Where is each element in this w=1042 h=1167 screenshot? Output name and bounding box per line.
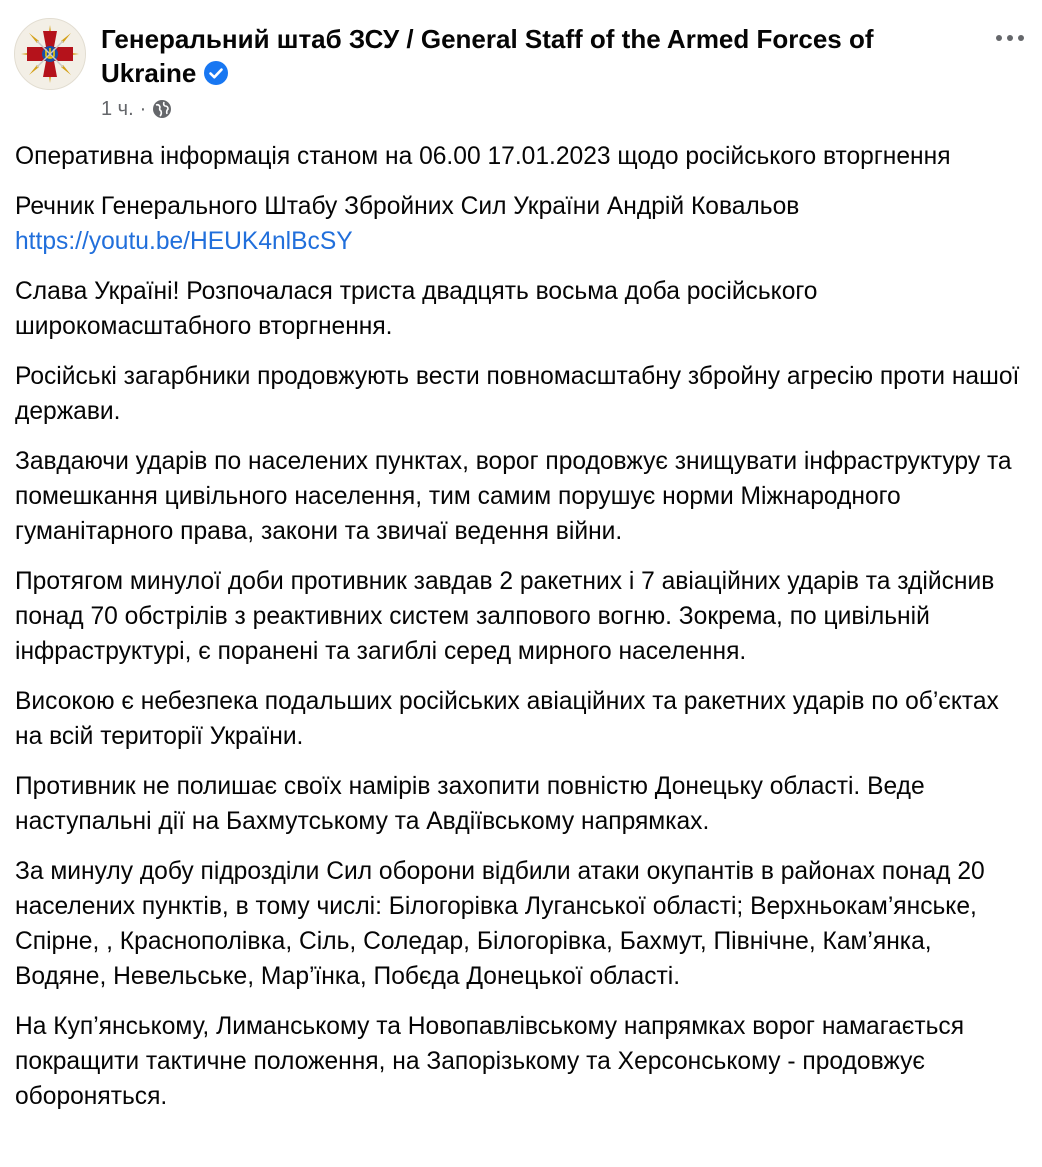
post-paragraph-text: Речник Генерального Штабу Збройних Сил України Андрій Ковальов (15, 193, 800, 220)
more-options-button[interactable] (990, 18, 1030, 58)
post-paragraph: Завдаючи ударів по населених пунктах, ворог продовжує знищувати інфраструктуру та помешкання цивільного населення, тим самим порушує норми Міжнародного гуманітарного права, закони та звичаї ведення війни. (15, 448, 1012, 545)
post-paragraph: Оперативна інформація станом на 06.00 17.01.2023 щодо російського вторгнення (15, 143, 951, 170)
post-paragraph: За минулу добу підрозділи Сил оборони відбили атаки окупантів в районах понад 20 населених пунктів, в тому числі: Білогорівка Луганської області; Верхньокам’янське, Спірне, , Краснополівка, Сіль, Соледар, Білогорівка, Бахмут, Північне, Кам’янка, Водяне, Невельське, Мар’їнка, Побєда Донецької області. (15, 858, 985, 990)
post-paragraph: На Куп’янському, Лиманському та Новопавлівському напрямках ворог намагається покращити тактичне положення, на Запорізькому та Херсонському - продовжує обороняться. (15, 1013, 965, 1110)
verified-badge-icon (204, 61, 228, 85)
post-paragraph: Слава Україні! Розпочалася триста двадцять восьма доба російського широкомасштабного вторгнення. (15, 278, 818, 340)
page-name-link[interactable] (101, 22, 901, 90)
post-paragraph-with-link (15, 189, 1025, 259)
post-paragraph: Противник не полишає своїх намірів захопити повністю Донецьку області. Веде наступальні дії на Бахмутському та Авдіївському напрямках. (15, 773, 925, 835)
youtube-link[interactable]: https://youtu.be/HEUK4nlBcSY (15, 228, 353, 255)
avatar[interactable] (14, 18, 86, 90)
post-content (15, 139, 1025, 1129)
post-paragraph: Російські загарбники продовжують вести повномасштабну збройну агресію проти нашої держави. (15, 363, 1020, 425)
ukraine-armed-forces-emblem-icon (15, 19, 85, 89)
post-paragraph: Протягом минулої доби противник завдав 2 ракетних і 7 авіаційних ударів та здійснив понад 70 обстрілів з реактивних систем залпового вогню. Зокрема, по цивільній інфраструктурі, є поранені та загиблі серед мирного населення. (15, 568, 995, 665)
post-meta (101, 96, 172, 122)
post-header (14, 18, 1028, 128)
page-name-text[interactable]: Генеральний штаб ЗСУ / General Staff of the Armed Forces of Ukraine (101, 24, 874, 88)
post-timestamp[interactable]: 1 ч. (101, 98, 134, 120)
meta-separator: · (139, 98, 147, 120)
globe-icon[interactable] (152, 99, 172, 119)
post-paragraph: Високою є небезпека подальших російських авіаційних та ракетних ударів по об’єктах на всій території України. (15, 688, 999, 750)
more-options-icon (994, 33, 1026, 43)
